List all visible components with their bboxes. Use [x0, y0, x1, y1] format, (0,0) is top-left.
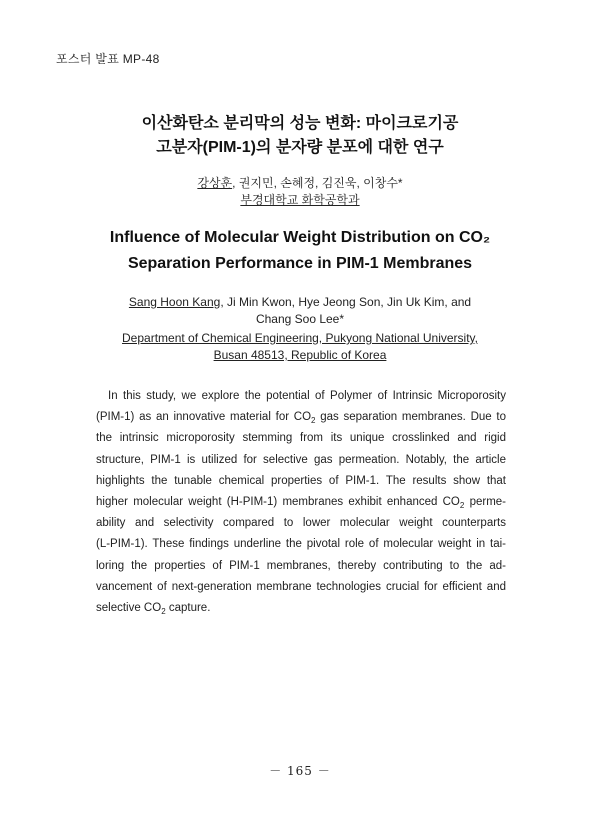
abstract-line: structure, PIM-1 is utilized for selective gas permeation. Notably, the article: [96, 453, 506, 466]
korean-presenter: 강상훈: [197, 176, 233, 190]
session-tag: 포스터 발표 MP-48: [56, 52, 160, 66]
abstract: [96, 386, 506, 619]
korean-coauthors: , 권지민, 손혜정, 김진욱, 이창수*: [232, 176, 403, 190]
english-affiliation-text-1: Department of Chemical Engineering, Pukyong National University,: [122, 331, 478, 345]
korean-authors: [0, 174, 600, 191]
english-affiliation-text-2: Busan 48513, Republic of Korea: [213, 348, 387, 362]
abstract-line: ability and selectivity compared to lower molecular weight counterparts: [96, 517, 506, 530]
korean-title-line2: 고분자(PIM-1)의 분자량 분포에 대한 연구: [156, 139, 444, 156]
english-affiliation-line2: [0, 348, 600, 362]
english-title-line2: Separation Performance in PIM-1 Membranes: [127, 255, 473, 272]
english-affiliation-line1: [0, 331, 600, 345]
abstract-line: the intrinsic microporosity stemming from its unique crosslinked and rigid: [96, 432, 506, 445]
korean-affiliation-text: 부경대학교 화학공학과: [240, 193, 360, 207]
abstract-line: selective $CO_2$ capture.: [96, 602, 211, 617]
abstract-line: (L-PIM-1). These findings underline the pivotal role of molecular weight in tai-: [96, 538, 506, 551]
korean-affiliation: [0, 191, 600, 208]
english-title-line1: Influence of Molecular Weight Distribution on CO₂: [109, 229, 491, 246]
abstract-line: (PIM-1) as an innovative material for $CO_2$ gas separation membranes. Due to: [96, 411, 506, 426]
abstract-line: higher molecular weight (H-PIM-1) membranes exhibit enhanced $CO_2$ perme-: [96, 496, 507, 511]
korean-title-line1: 이산화탄소 분리막의 성능 변화: 마이크로기공: [141, 115, 459, 132]
english-coauthors-1: , Ji Min Kwon, Hye Jeong Son, Jin Uk Kim, and: [220, 295, 472, 309]
english-authors-line1: [0, 294, 600, 311]
abstract-line: highlights the tunable chemical properties of PIM-1. The results show that: [96, 474, 506, 487]
abstract-line: vancement of next-generation membrane technologies crucial for efficient and: [96, 580, 506, 593]
english-authors-line2: Chang Soo Lee*: [255, 312, 345, 326]
abstract-line: loring the properties of PIM-1 membranes, thereby contributing to the ad-: [96, 559, 506, 572]
abstract-line: In this study, we explore the potential of Polymer of Intrinsic Microporosity: [108, 390, 506, 402]
page-number: － 165 －: [269, 764, 331, 778]
english-presenter: Sang Hoon Kang: [128, 295, 221, 309]
